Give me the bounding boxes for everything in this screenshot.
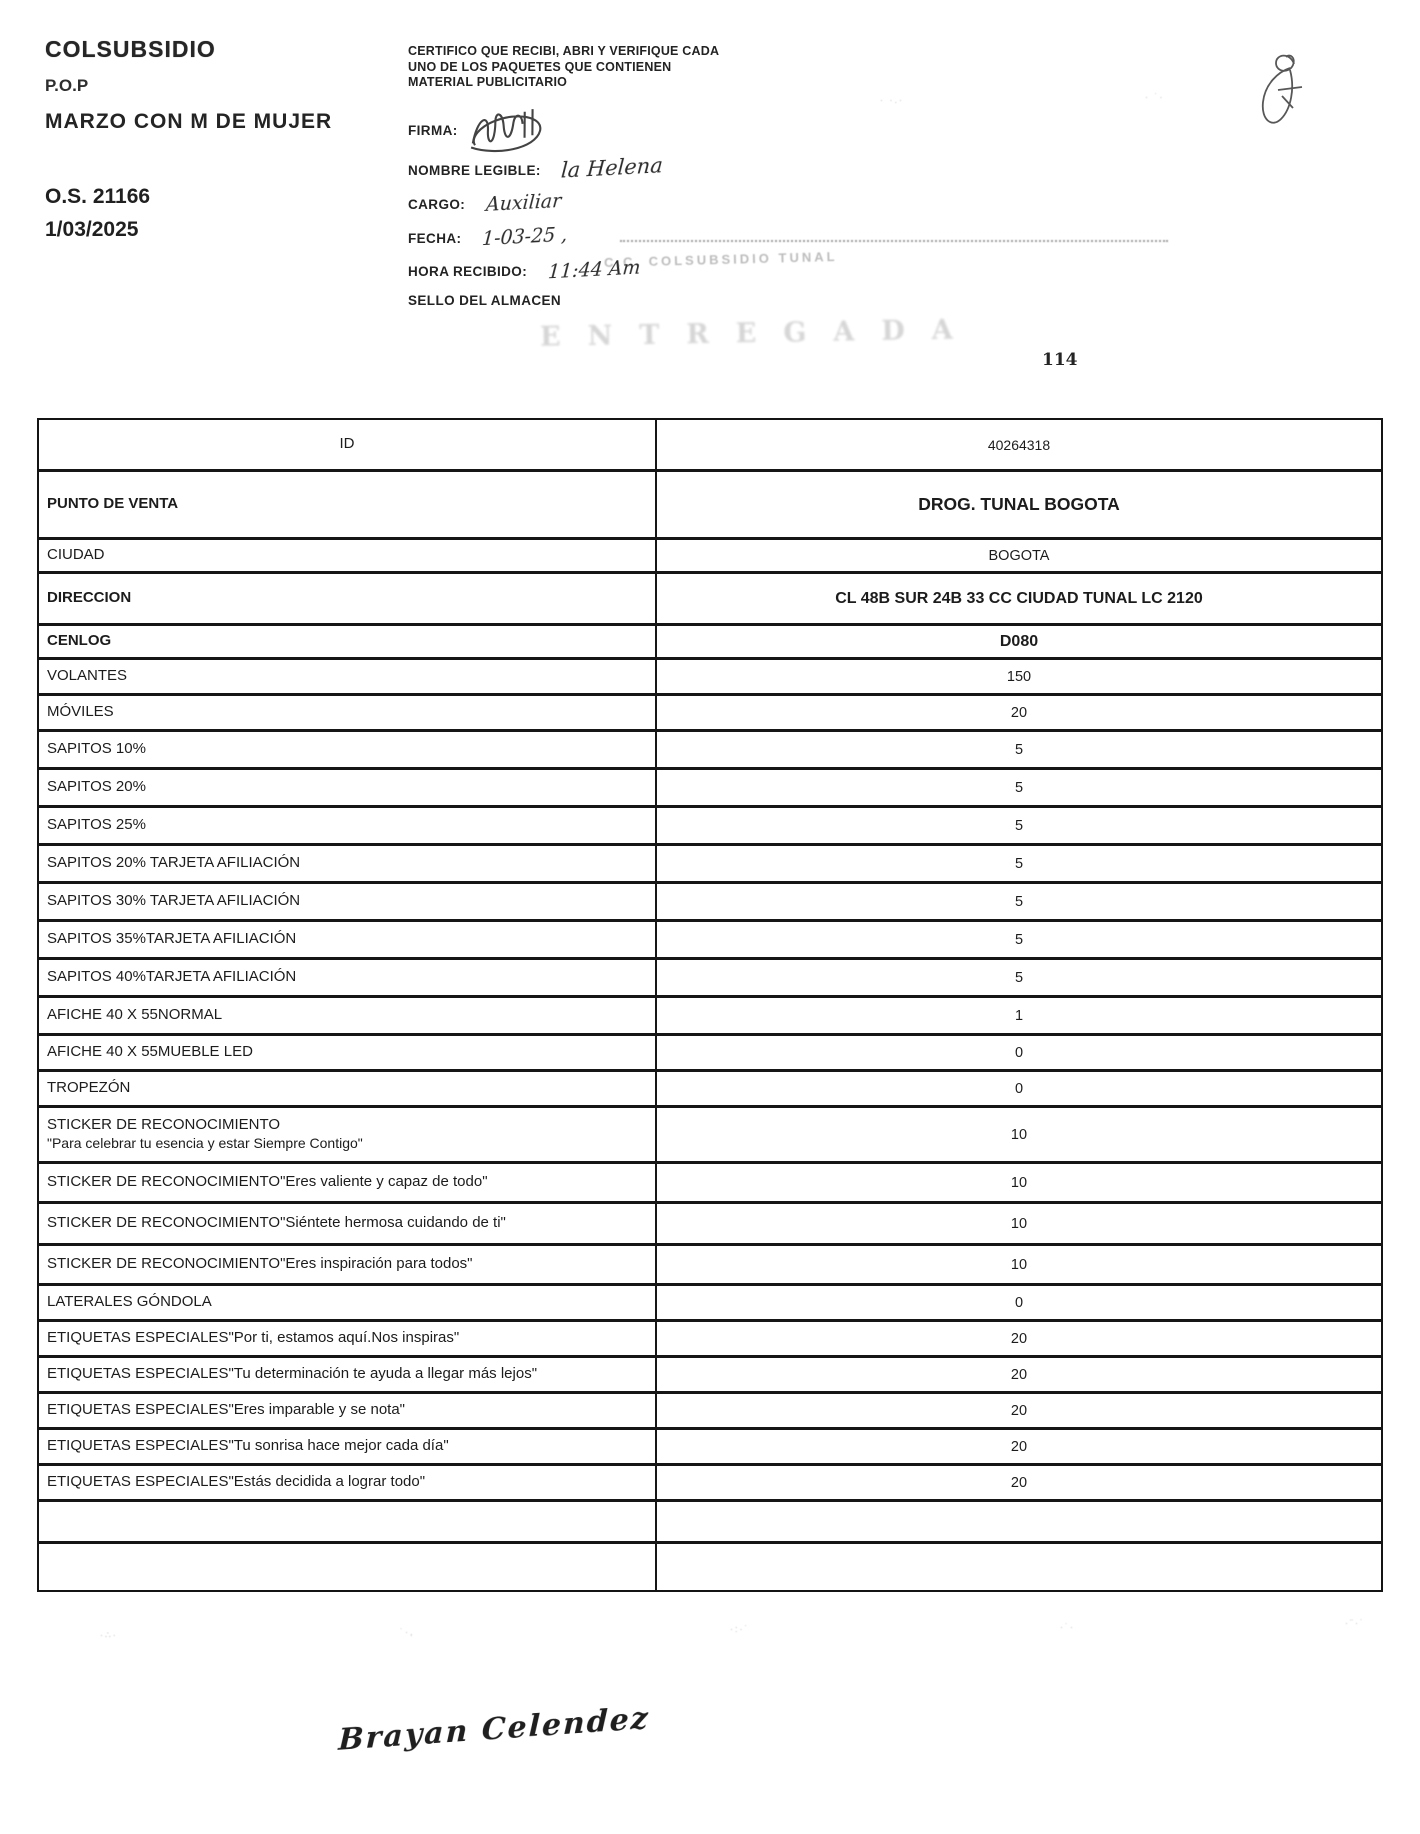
row-label-text: AFICHE 40 X 55NORMAL	[47, 1006, 223, 1024]
table-row	[39, 626, 1381, 660]
table-row	[39, 420, 1381, 472]
scan-artifact: · ˙·	[1145, 92, 1165, 102]
row-label-cell	[39, 420, 657, 469]
row-label-cell	[39, 626, 657, 657]
row-value-cell	[657, 1502, 1381, 1541]
table-row	[39, 770, 1381, 808]
row-label-cell	[39, 884, 657, 919]
row-value-cell: 5	[1014, 969, 1024, 986]
row-value-cell: BOGOTA	[988, 547, 1050, 564]
row-label-text: CIUDAD	[47, 546, 105, 564]
materials-table	[37, 418, 1383, 1592]
row-label-cell	[39, 1108, 657, 1161]
hora-label: HORA RECIBIDO:	[408, 264, 528, 279]
row-label-text: LATERALES GÓNDOLA	[47, 1293, 212, 1311]
row-label-text: MÓVILES	[47, 703, 114, 721]
row-label-text: DIRECCION	[47, 589, 132, 607]
row-label-cell	[39, 770, 657, 805]
row-label-cell	[39, 808, 657, 843]
scan-artifact: ·¨·˙	[1345, 1618, 1365, 1628]
scan-artifact: ·˙·	[1060, 1622, 1075, 1632]
row-label-text: STICKER DE RECONOCIMIENTO	[47, 1116, 281, 1134]
row-value-cell: 5	[1014, 817, 1024, 834]
row-label-cell	[39, 1246, 657, 1283]
row-label-cell	[39, 660, 657, 693]
row-value-cell: 5	[1014, 779, 1024, 796]
table-row	[39, 1164, 1381, 1204]
table-row	[39, 1502, 1381, 1544]
table-row	[39, 1544, 1381, 1590]
row-value-cell: 20	[1010, 1330, 1028, 1347]
cargo-handwriting: Auxiliar	[484, 189, 562, 217]
row-value-cell: 20	[1010, 1366, 1028, 1383]
table-row	[39, 960, 1381, 998]
row-value-cell: 5	[1014, 741, 1024, 758]
row-label-text: ETIQUETAS ESPECIALES"Eres imparable y se nota"	[47, 1401, 406, 1419]
row-label-cell	[39, 846, 657, 881]
row-label-cell	[39, 1358, 657, 1391]
row-value-cell: 10	[1010, 1256, 1028, 1273]
stamp-text-top: C.C. COLSUBSIDIO TUNAL	[603, 248, 838, 271]
row-label-text: AFICHE 40 X 55MUEBLE LED	[47, 1043, 253, 1061]
table-row	[39, 1036, 1381, 1072]
row-label-cell	[39, 472, 657, 537]
row-label-cell	[39, 1394, 657, 1427]
table-row	[39, 574, 1381, 626]
row-label-cell	[39, 1502, 657, 1541]
order-number: O.S. 21166	[45, 185, 151, 208]
row-value-cell: 0	[1014, 1080, 1024, 1097]
row-label-text: PUNTO DE VENTA	[47, 495, 179, 513]
cargo-label: CARGO:	[408, 197, 466, 212]
nombre-label: NOMBRE LEGIBLE:	[408, 163, 541, 178]
row-value-cell: 20	[1010, 1402, 1028, 1419]
scan-artifact: ·:·˙	[730, 1624, 750, 1634]
corner-pen-mark	[1248, 48, 1318, 144]
row-value-cell: 20	[1010, 1474, 1028, 1491]
footer-signature-handwriting: Brayan Celendez	[337, 1701, 651, 1758]
order-date: 1/03/2025	[45, 218, 139, 241]
row-label-text: STICKER DE RECONOCIMIENTO"Eres inspiración para todos"	[47, 1255, 473, 1273]
row-label-cell	[39, 1164, 657, 1201]
row-label-cell	[39, 1036, 657, 1069]
row-value-cell: CL 48B SUR 24B 33 CC CIUDAD TUNAL LC 2120	[835, 589, 1203, 607]
row-label-text: SAPITOS 20% TARJETA AFILIACIÓN	[47, 854, 301, 872]
pop-table-body	[39, 420, 1381, 1590]
table-row	[39, 472, 1381, 540]
field-fecha	[408, 223, 568, 251]
signature-scribble	[462, 104, 580, 156]
scan-artifact: · ·.·	[880, 95, 904, 105]
row-label-text: SAPITOS 25%	[47, 816, 146, 834]
row-label-cell	[39, 922, 657, 957]
table-row	[39, 1246, 1381, 1286]
hora-handwriting: 11:44 Am	[546, 256, 641, 284]
table-row	[39, 998, 1381, 1036]
table-row	[39, 1108, 1381, 1164]
table-row	[39, 922, 1381, 960]
field-nombre	[408, 153, 664, 183]
row-value-cell: 20	[1010, 704, 1028, 721]
table-row	[39, 1394, 1381, 1430]
row-value-cell: 10	[1010, 1174, 1028, 1191]
row-label-cell	[39, 960, 657, 995]
row-value-cell: 40264318	[987, 436, 1051, 453]
row-value-cell: D080	[999, 632, 1039, 650]
field-firma	[408, 122, 458, 140]
table-row	[39, 1286, 1381, 1322]
row-value-cell: 5	[1014, 893, 1024, 910]
row-label-cell	[39, 1072, 657, 1105]
row-value-cell: 20	[1010, 1438, 1028, 1455]
row-label-text: STICKER DE RECONOCIMIENTO"Siéntete hermosa cuidando de ti"	[47, 1214, 506, 1232]
row-label-cell	[39, 998, 657, 1033]
row-label-text: ETIQUETAS ESPECIALES"Tu determinación te ayuda a llegar más lejos"	[47, 1365, 538, 1383]
table-row	[39, 1466, 1381, 1502]
field-sello	[408, 292, 561, 310]
row-label-text: SAPITOS 40%TARJETA AFILIACIÓN	[47, 968, 297, 986]
fecha-handwriting: 1-03-25 ,	[481, 223, 568, 251]
row-value-cell: 10	[1010, 1215, 1028, 1232]
table-row	[39, 1430, 1381, 1466]
brand-name: COLSUBSIDIO	[45, 36, 216, 62]
row-value-cell: 1	[1014, 1007, 1024, 1024]
row-label-cell	[39, 732, 657, 767]
row-label-cell	[39, 1286, 657, 1319]
table-row	[39, 846, 1381, 884]
row-label-text: TROPEZÓN	[47, 1079, 131, 1097]
row-label-cell	[39, 1544, 657, 1590]
brand-pop: P.O.P	[45, 76, 89, 95]
row-label-text: STICKER DE RECONOCIMIENTO"Eres valiente y capaz de todo"	[47, 1173, 488, 1191]
page-number: 114	[1042, 350, 1078, 370]
row-label-text: CENLOG	[47, 632, 112, 650]
row-label-cell	[39, 1466, 657, 1499]
row-label-text: ETIQUETAS ESPECIALES"Por ti, estamos aquí.Nos inspiras"	[47, 1329, 460, 1347]
row-label-text-line2: "Para celebrar tu esencia y estar Siempre Contigo"	[47, 1135, 363, 1152]
row-value-cell: 5	[1014, 855, 1024, 872]
stamp-text-word: ENTREGADA	[539, 314, 980, 353]
row-value-cell	[657, 1544, 1381, 1590]
scan-artifact: ·∴·	[100, 1630, 118, 1640]
row-label-cell	[39, 574, 657, 623]
table-row	[39, 1204, 1381, 1246]
table-row	[39, 660, 1381, 696]
row-value-cell: 5	[1014, 931, 1024, 948]
table-row	[39, 884, 1381, 922]
row-label-text: VOLANTES	[47, 667, 128, 685]
table-row	[39, 808, 1381, 846]
table-row	[39, 732, 1381, 770]
stamp-dotted-line	[620, 240, 1168, 242]
row-label-text: SAPITOS 20%	[47, 778, 146, 796]
certification-statement: CERTIFICO QUE RECIBI, ABRI Y VERIFIQUE CADA UNO DE LOS PAQUETES QUE CONTIENEN MATERIAL PUBLICITARIO	[408, 44, 719, 89]
brand-block	[45, 38, 332, 132]
campaign-title: MARZO CON M DE MUJER	[45, 110, 333, 133]
row-label-cell	[39, 540, 657, 571]
table-row	[39, 540, 1381, 574]
nombre-handwriting: la Helena	[560, 153, 664, 183]
field-cargo	[408, 189, 562, 217]
row-value-cell: DROG. TUNAL BOGOTA	[918, 494, 1120, 514]
row-value-cell: 0	[1014, 1294, 1024, 1311]
row-label-text: SAPITOS 35%TARJETA AFILIACIÓN	[47, 930, 297, 948]
row-label-cell	[39, 1322, 657, 1355]
row-value-cell: 10	[1010, 1126, 1028, 1143]
table-row	[39, 1322, 1381, 1358]
table-row	[39, 696, 1381, 732]
row-value-cell: 150	[1006, 668, 1032, 685]
scan-artifact: ˙·,	[400, 1627, 415, 1637]
row-value-cell: 0	[1014, 1044, 1024, 1061]
row-label-text: ID	[339, 435, 355, 453]
firma-label: FIRMA:	[408, 123, 458, 138]
row-label-text: SAPITOS 10%	[47, 740, 146, 758]
fecha-label: FECHA:	[408, 231, 462, 246]
row-label-text: ETIQUETAS ESPECIALES"Estás decidida a lograr todo"	[47, 1473, 426, 1491]
row-label-cell	[39, 1204, 657, 1243]
row-label-text: ETIQUETAS ESPECIALES"Tu sonrisa hace mejor cada día"	[47, 1437, 449, 1455]
table-row	[39, 1072, 1381, 1108]
sello-label: SELLO DEL ALMACEN	[408, 293, 562, 308]
table-row	[39, 1358, 1381, 1394]
order-block	[45, 186, 150, 240]
row-label-cell	[39, 696, 657, 729]
row-label-cell	[39, 1430, 657, 1463]
row-label-text: SAPITOS 30% TARJETA AFILIACIÓN	[47, 892, 301, 910]
